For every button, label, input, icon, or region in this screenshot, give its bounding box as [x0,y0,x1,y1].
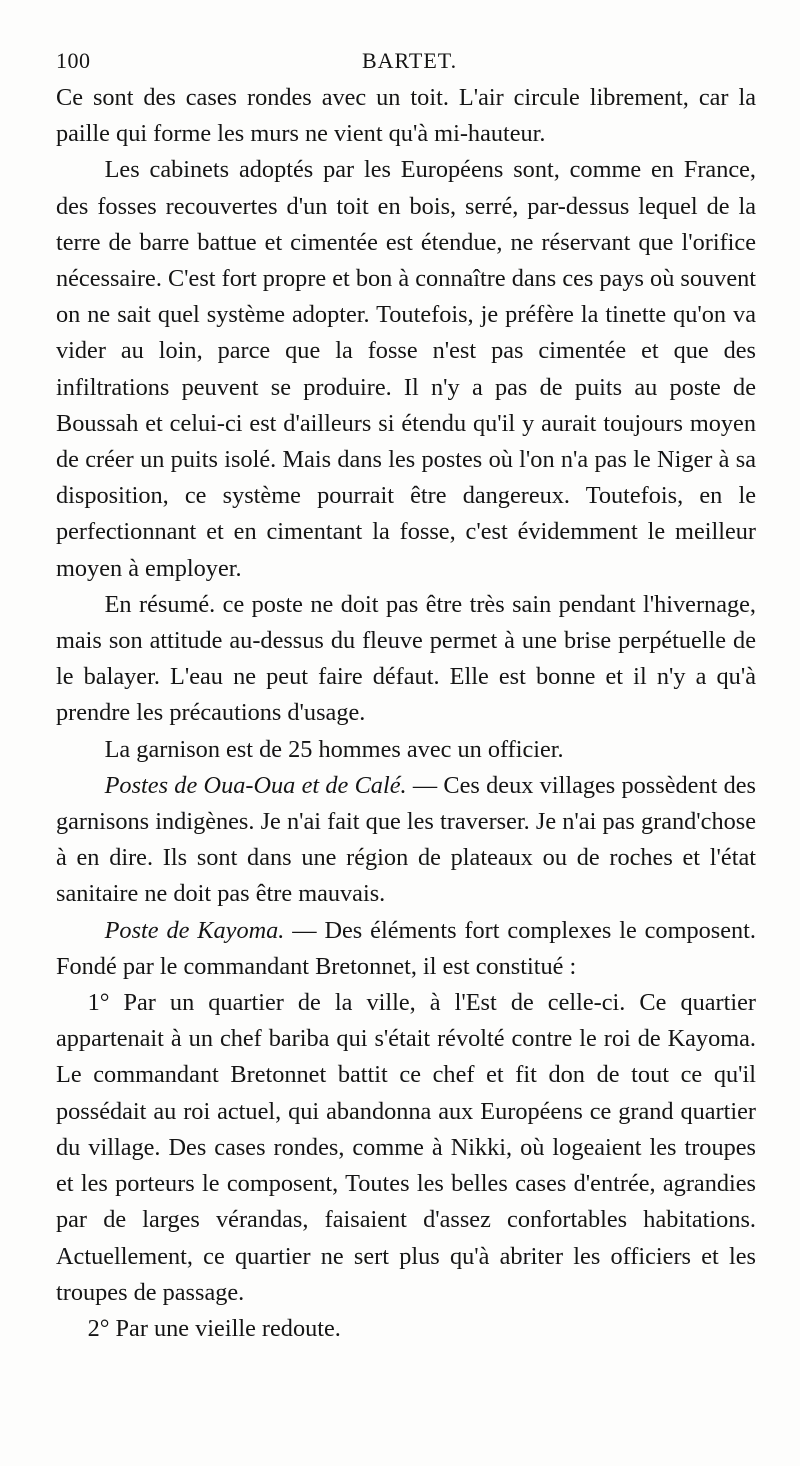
paragraph-text: 1° Par un quartier de la ville, à l'Est de celle-ci. Ce quartier appartenait à un chef bariba qui s'était révolté contre le roi de Kayoma. Le commandant Bretonnet battit ce chef et fit don de tout ce qu'il possédait au roi actuel, qui abandonna aux Européens ce grand quartier du village. Des cases rondes, comme à Nikki, où logeaient les troupes et les porteurs le composent, Toutes les belles cases d'entrée, agrandies par de larges vérandas, faisaient d'assez confortables habitations. Actuellement, ce quartier ne sert plus qu'à abriter les officiers et les troupes de passage. [56,989,756,1306]
running-title: BARTET. [362,48,458,73]
paragraph-garnison [56,732,756,768]
page-header [56,48,756,78]
paragraph-text: — Des éléments fort complexes le composent. Fondé par le commandant Bretonnet, il est constitué : [56,916,756,980]
section-heading: Poste de Kayoma. [104,916,285,944]
paragraph-cases-rondes [56,80,756,152]
paragraph-kayoma [56,913,756,985]
body-text [56,80,756,1347]
paragraph-text: 2° Par une vieille redoute. [87,1314,341,1342]
paragraph-text: Ce sont des cases rondes avec un toit. L'air circule librement, car la paille qui forme les murs ne vient qu'à mi-hauteur. [56,84,756,148]
paragraph-text: — Ces deux villages possèdent des garnisons indigènes. Je n'ai fait que les traverser. Je n'ai pas grand'chose à en dire. Ils sont dans une région de plateaux ou de roches et l'état sanitaire ne doit pas être mauvais. [56,771,757,908]
paragraph-item-1 [56,985,756,1311]
paragraph-text: En résumé. ce poste ne doit pas être très sain pendant l'hivernage, mais son attitude au-dessus du fleuve permet à une brise perpétuelle de le balayer. L'eau ne peut faire défaut. Elle est bonne et il n'y a qu'à prendre les précautions d'usage. [56,590,756,727]
section-heading: Postes de Oua-Oua et de Calé. [104,771,407,799]
paragraph-text: La garnison est de 25 hommes avec un officier. [104,735,564,763]
page-number: 100 [56,48,91,73]
paragraph-item-2 [56,1311,756,1347]
paragraph-resume [56,587,756,732]
paragraph-oua-oua-cale [56,768,756,913]
paragraph-cabinets [56,152,756,586]
paragraph-text: Les cabinets adoptés par les Européens sont, comme en France, des fosses recouvertes d'un toit en bois, serré, par-dessus lequel de la terre de barre battue et cimentée est étendue, ne réservant que l'orifice nécessaire. C'est fort propre et bon à connaître dans ces pays où souvent on ne sait quel système adopter. Toutefois, je préfère la tinette qu'on va vider au loin, parce que la fosse n'est pas cimentée et que des infiltrations peuvent se produire. Il n'y a pas de puits au poste de Boussah et celui-ci est d'ailleurs si étendu qu'il y aurait toujours moyen de créer un puits isolé. Mais dans les postes où l'on n'a pas le Niger à sa disposition, ce système pourrait être dangereux. Toutefois, en le perfectionnant et en cimentant la fosse, c'est évidemment le meilleur moyen à employer. [56,156,756,582]
